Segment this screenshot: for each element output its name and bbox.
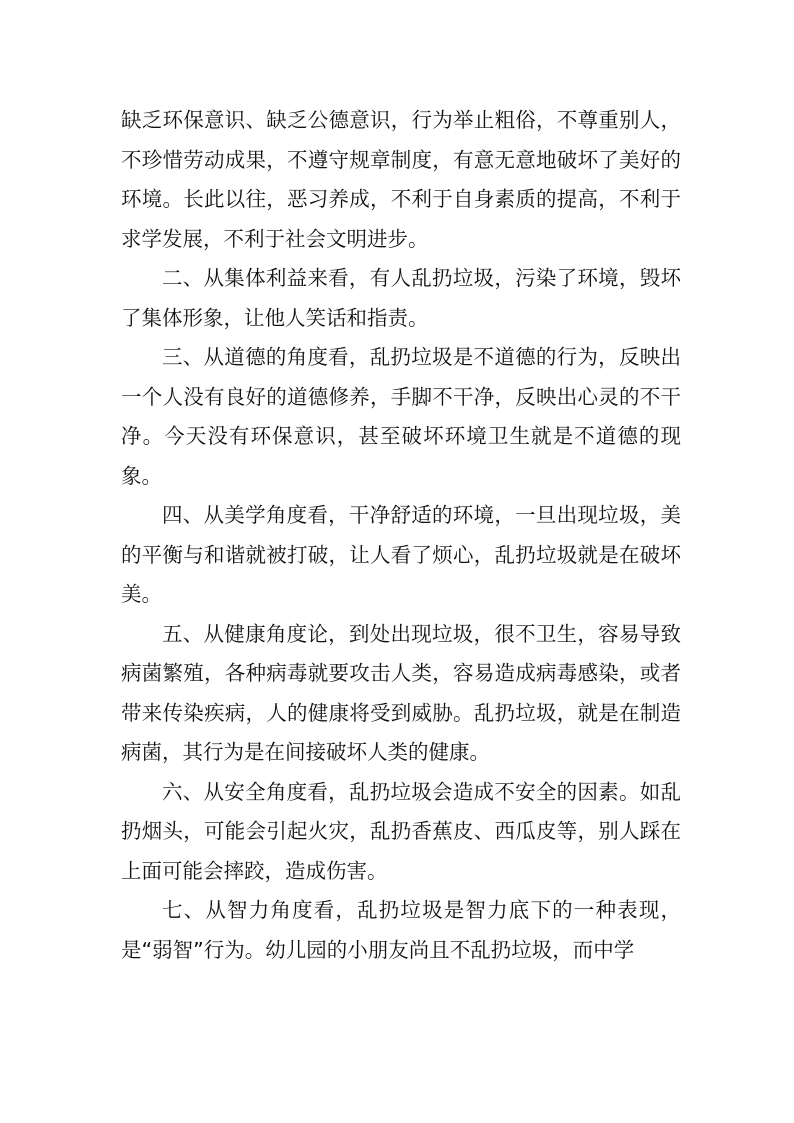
paragraph-point-2: 二、从集体利益来看，有人乱扔垃圾，污染了环境，毁坏了集体形象，让他人笑话和指责。 xyxy=(121,266,681,330)
paragraph-point-6: 六、从安全角度看，乱扔垃圾会造成不安全的因素。如乱扔烟头，可能会引起火灾，乱扔香蕉皮、西瓜皮等，别人踩在上面可能会摔跤，造成伤害。 xyxy=(121,779,681,883)
document-body xyxy=(121,101,681,970)
paragraph-point-5: 五、从健康角度论，到处出现垃圾，很不卫生，容易导致病菌繁殖，各种病毒就要攻击人类，容易造成病毒感染，或者带来传染疾病，人的健康将受到威胁。乱扔垃圾，就是在制造病菌，其行为是在间接破坏人类的健康。 xyxy=(121,621,681,764)
paragraph-point-7: 七、从智力角度看，乱扔垃圾是智力底下的一种表现，是“弱智”行为。幼儿园的小朋友尚且不乱扔垃圾，而中学 xyxy=(121,898,681,962)
paragraph-point-4: 四、从美学角度看，干净舒适的环境，一旦出现垃圾，美的平衡与和谐就被打破，让人看了烦心，乱扔垃圾就是在破坏美。 xyxy=(121,503,681,606)
paragraph-point-3: 三、从道德的角度看，乱扔垃圾是不道德的行为，反映出一个人没有良好的道德修养，手脚不干净，反映出心灵的不干净。今天没有环保意识，甚至破坏环境卫生就是不道德的现象。 xyxy=(121,345,681,488)
paragraph-continuation: 缺乏环保意识、缺乏公德意识，行为举止粗俗，不尊重别人，不珍惜劳动成果，不遵守规章制度，有意无意地破坏了美好的环境。长此以往，恶习养成，不利于自身素质的提高，不利于求学发展，不利于社会文明进步。 xyxy=(121,108,681,251)
